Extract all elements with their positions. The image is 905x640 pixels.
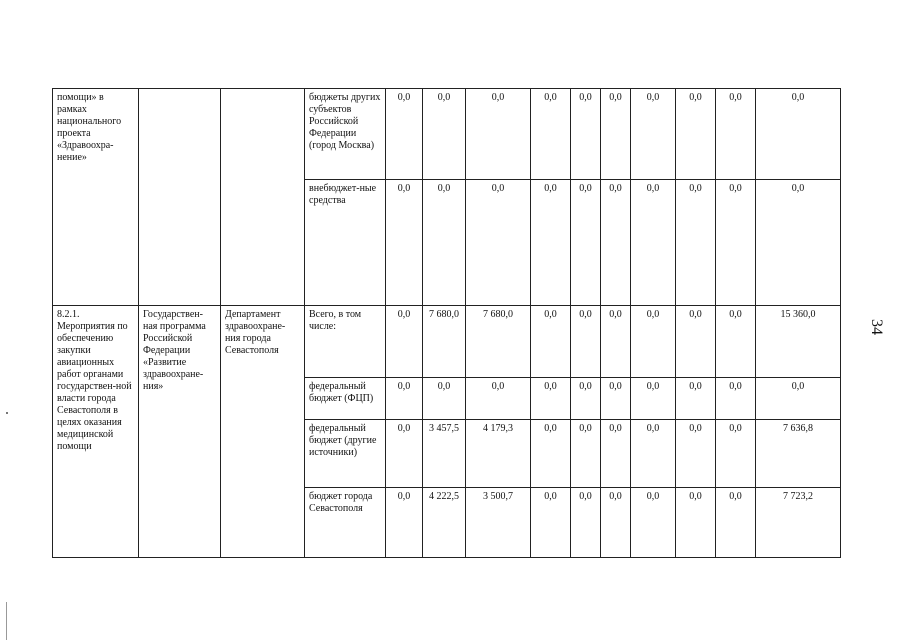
value-cell: 0,0 bbox=[676, 306, 716, 378]
value-cell: 0,0 bbox=[571, 378, 601, 420]
value-cell: 0,0 bbox=[676, 378, 716, 420]
funding-source-cell: внебюджет-ные средства bbox=[305, 180, 386, 306]
value-cell: 0,0 bbox=[531, 306, 571, 378]
value-cell: 0,0 bbox=[676, 89, 716, 180]
value-cell: 0,0 bbox=[386, 420, 423, 488]
total-cell: 0,0 bbox=[756, 180, 841, 306]
total-cell: 15 360,0 bbox=[756, 306, 841, 378]
value-cell: 0,0 bbox=[716, 306, 756, 378]
value-cell: 0,0 bbox=[631, 488, 676, 558]
value-cell: 0,0 bbox=[676, 488, 716, 558]
value-cell: 0,0 bbox=[601, 306, 631, 378]
value-cell: 0,0 bbox=[716, 488, 756, 558]
value-cell: 0,0 bbox=[716, 89, 756, 180]
value-cell: 0,0 bbox=[676, 420, 716, 488]
value-cell: 0,0 bbox=[631, 420, 676, 488]
value-cell: 0,0 bbox=[631, 306, 676, 378]
value-cell: 0,0 bbox=[466, 378, 531, 420]
total-cell: 0,0 bbox=[756, 89, 841, 180]
value-cell: 0,0 bbox=[531, 378, 571, 420]
program-financing-table bbox=[52, 88, 841, 558]
value-cell: 0,0 bbox=[466, 89, 531, 180]
value-cell: 0,0 bbox=[531, 420, 571, 488]
value-cell: 0,0 bbox=[601, 180, 631, 306]
value-cell: 0,0 bbox=[386, 306, 423, 378]
page-number: 34 bbox=[868, 319, 885, 335]
value-cell: 0,0 bbox=[676, 180, 716, 306]
funding-source-cell: федеральный бюджет (другие источники) bbox=[305, 420, 386, 488]
total-cell: 7 636,8 bbox=[756, 420, 841, 488]
value-cell: 0,0 bbox=[386, 488, 423, 558]
table-row bbox=[53, 89, 841, 180]
executor-cell bbox=[221, 89, 305, 306]
funding-source-cell: бюджеты других субъектов Российской Федерации (город Москва) bbox=[305, 89, 386, 180]
value-cell: 3 457,5 bbox=[423, 420, 466, 488]
value-cell: 0,0 bbox=[571, 89, 601, 180]
value-cell: 0,0 bbox=[531, 180, 571, 306]
value-cell: 4 222,5 bbox=[423, 488, 466, 558]
program-cell bbox=[139, 89, 221, 306]
value-cell: 3 500,7 bbox=[466, 488, 531, 558]
value-cell: 0,0 bbox=[601, 378, 631, 420]
total-cell: 0,0 bbox=[756, 378, 841, 420]
funding-source-cell: бюджет города Севастополя bbox=[305, 488, 386, 558]
value-cell: 7 680,0 bbox=[466, 306, 531, 378]
value-cell: 0,0 bbox=[386, 89, 423, 180]
value-cell: 0,0 bbox=[531, 89, 571, 180]
table-row bbox=[53, 306, 841, 378]
scan-edge-line bbox=[6, 602, 7, 640]
total-cell: 7 723,2 bbox=[756, 488, 841, 558]
funding-source-cell: федеральный бюджет (ФЦП) bbox=[305, 378, 386, 420]
value-cell: 0,0 bbox=[386, 180, 423, 306]
value-cell: 0,0 bbox=[631, 378, 676, 420]
program-cell: Государствен-ная программа Российской Федерации «Развитие здравоохране-ния» bbox=[139, 306, 221, 558]
value-cell: 0,0 bbox=[601, 89, 631, 180]
executor-cell: Департамент здравоохране-ния города Севастополя bbox=[221, 306, 305, 558]
value-cell: 0,0 bbox=[571, 180, 601, 306]
value-cell: 0,0 bbox=[716, 420, 756, 488]
value-cell: 0,0 bbox=[571, 306, 601, 378]
value-cell: 0,0 bbox=[716, 180, 756, 306]
value-cell: 0,0 bbox=[571, 488, 601, 558]
value-cell: 0,0 bbox=[601, 420, 631, 488]
scan-artifact-dot bbox=[6, 412, 8, 414]
value-cell: 0,0 bbox=[466, 180, 531, 306]
value-cell: 0,0 bbox=[571, 420, 601, 488]
value-cell: 0,0 bbox=[631, 89, 676, 180]
measure-cell: помощи» в рамках национального проекта «Здравоохра-нение» bbox=[53, 89, 139, 306]
value-cell: 7 680,0 bbox=[423, 306, 466, 378]
value-cell: 4 179,3 bbox=[466, 420, 531, 488]
value-cell: 0,0 bbox=[716, 378, 756, 420]
funding-source-cell: Всего, в том числе: bbox=[305, 306, 386, 378]
value-cell: 0,0 bbox=[631, 180, 676, 306]
measure-cell: 8.2.1. Мероприятия по обеспечению закупки авиационных работ органами государствен-ной власти города Севастополя в целях оказания медицинской помощи bbox=[53, 306, 139, 558]
value-cell: 0,0 bbox=[423, 180, 466, 306]
value-cell: 0,0 bbox=[423, 89, 466, 180]
value-cell: 0,0 bbox=[423, 378, 466, 420]
value-cell: 0,0 bbox=[601, 488, 631, 558]
value-cell: 0,0 bbox=[531, 488, 571, 558]
value-cell: 0,0 bbox=[386, 378, 423, 420]
